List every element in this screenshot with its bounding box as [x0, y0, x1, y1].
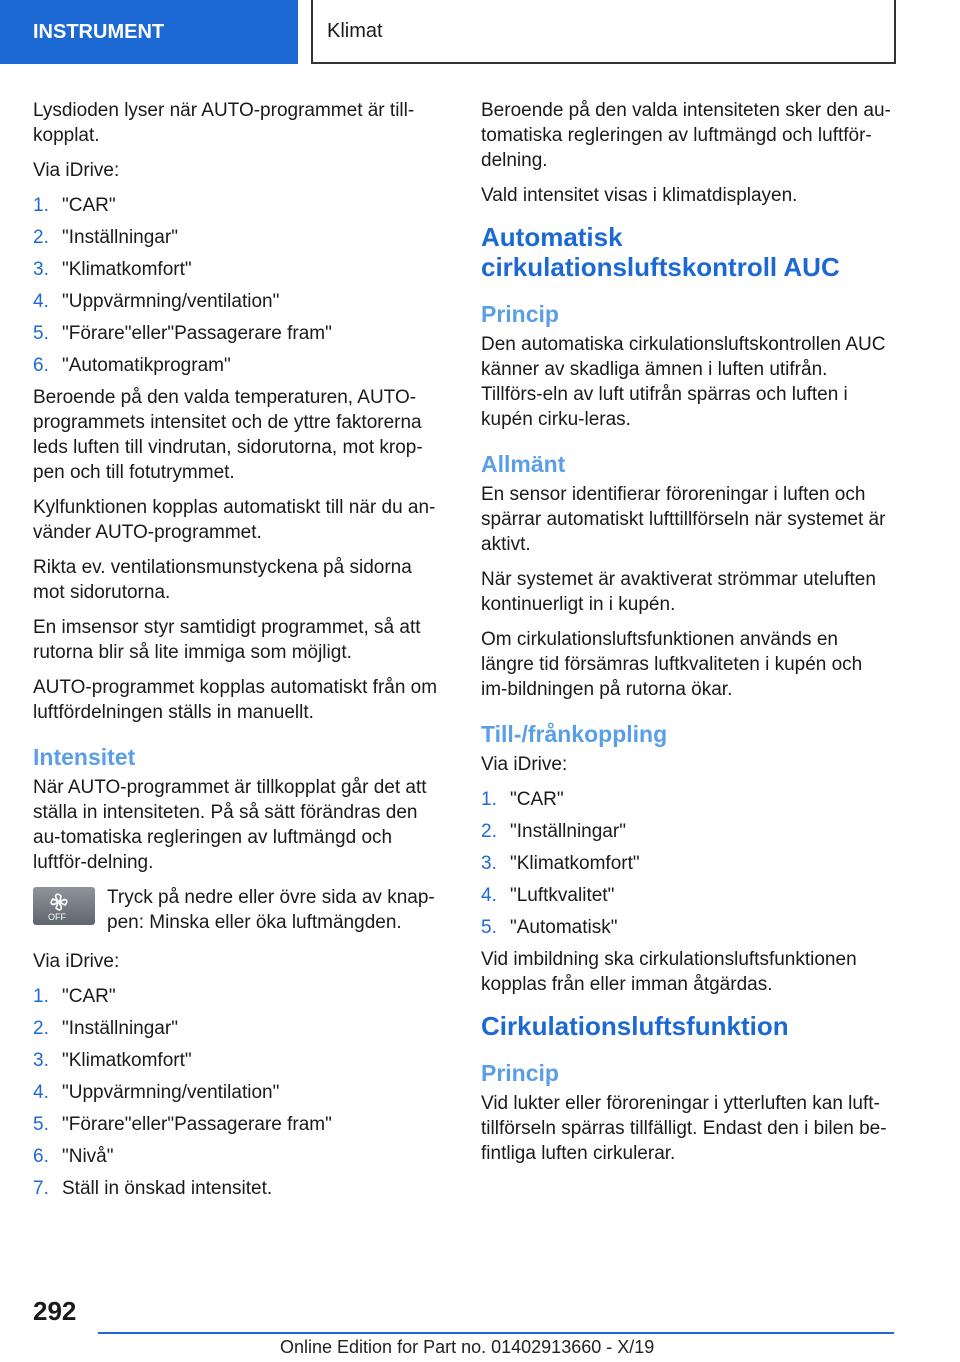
paragraph: Lysdioden lyser när AUTO-programmet är till‐kopplat.: [33, 100, 415, 146]
step-text: "Uppvärmning/ventilation": [62, 1082, 280, 1103]
paragraph: En sensor identifierar föroreningar i luften och spärrar automatiskt lufttillförseln när systemet är aktivt.: [481, 484, 886, 555]
step-number: 1.: [33, 986, 49, 1007]
paragraph: Beroende på den valda intensiteten sker den au‐tomatiska regleringen av luftmängd och luftför‐delning.: [481, 100, 891, 171]
step-number: 4.: [33, 291, 49, 312]
paragraph: Vid imbildning ska cirkulationsluftsfunktionen kopplas från eller imman åtgärdas.: [481, 949, 857, 995]
paragraph: Vid lukter eller föroreningar i ytterluften kan luft‐tillförseln spärras tillfälligt. Endast den i bilen be‐fintliga luften cirkulerar.: [481, 1093, 887, 1164]
step-number: 5.: [33, 323, 49, 344]
right-column: [481, 98, 893, 1176]
step-number: 5.: [33, 1114, 49, 1135]
step-item: [33, 1112, 445, 1137]
heading-princip: Princip: [481, 1060, 559, 1086]
step-item: [33, 1144, 445, 1169]
paragraph: AUTO-programmet kopplas automatiskt från om luftfördelningen ställs in manuellt.: [33, 677, 438, 723]
step-text: "CAR": [510, 789, 564, 810]
step-item: [33, 193, 445, 218]
edition-text: Online Edition for Part no. 01402913660 - X/19: [280, 1337, 655, 1357]
step-item: [481, 915, 893, 940]
steps-list: [33, 984, 445, 1201]
paragraph: När systemet är avaktiverat strömmar uteluften kontinuerligt in i kupén.: [481, 569, 876, 615]
step-text: "CAR": [62, 195, 116, 216]
step-number: 4.: [481, 885, 497, 906]
step-text: "Klimatkomfort": [510, 853, 640, 874]
page-number: 292: [33, 1296, 77, 1326]
steps-list: [481, 787, 893, 940]
step-text: "Inställningar": [62, 1018, 178, 1039]
page-title: Klimat: [311, 0, 896, 64]
step-number: 4.: [33, 1082, 49, 1103]
step-text: "Inställningar": [62, 227, 178, 248]
step-item: [33, 225, 445, 250]
step-item: [481, 819, 893, 844]
step-text: "Förare"eller"Passagerare fram": [62, 1114, 332, 1135]
steps-list: [33, 193, 445, 378]
step-item: [33, 257, 445, 282]
step-number: 2.: [481, 821, 497, 842]
heading-till-franc: Till-/frånkoppling: [481, 721, 668, 747]
step-number: 6.: [33, 1146, 49, 1167]
heading-allmant: Allmänt: [481, 451, 566, 477]
step-text: "Klimatkomfort": [62, 1050, 192, 1071]
fan-icon: [35, 889, 93, 923]
paragraph: Via iDrive:: [33, 951, 120, 972]
step-item: [33, 984, 445, 1009]
paragraph: Tryck på nedre eller övre sida av knap‐pen: Minska eller öka luftmängden.: [107, 887, 435, 933]
step-item: [33, 1176, 445, 1201]
fan-off-button-icon: [33, 887, 95, 925]
step-text: "Uppvärmning/ventilation": [62, 291, 280, 312]
paragraph: Via iDrive:: [33, 160, 120, 181]
paragraph: Beroende på den valda temperaturen, AUTO-programmets intensitet och de yttre faktorerna leds luften till vindrutan, sidorutorna, mot krop‐pen och till fotutrymmet.: [33, 387, 423, 483]
footer-divider: [98, 1332, 894, 1334]
step-item: [481, 787, 893, 812]
step-text: "Luftkvalitet": [510, 885, 615, 906]
step-item: [33, 321, 445, 346]
heading-intensitet: Intensitet: [33, 744, 136, 770]
step-item: [33, 353, 445, 378]
heading-cirkulation: Cirkulationsluftsfunktion: [481, 1011, 789, 1041]
step-item: [33, 1048, 445, 1073]
svg-text:OFF: OFF: [48, 912, 66, 922]
step-number: 6.: [33, 355, 49, 376]
paragraph: Kylfunktionen kopplas automatiskt till när du an‐vänder AUTO-programmet.: [33, 497, 436, 543]
step-number: 7.: [33, 1178, 49, 1199]
step-text: "Automatikprogram": [62, 355, 231, 376]
step-text: "Automatisk": [510, 917, 618, 938]
step-text: "CAR": [62, 986, 116, 1007]
paragraph: Via iDrive:: [481, 754, 568, 775]
step-number: 5.: [481, 917, 497, 938]
paragraph: Vald intensitet visas i klimatdisplayen.: [481, 185, 798, 206]
paragraph: Rikta ev. ventilationsmunstyckena på sidorna mot sidorutorna.: [33, 557, 412, 603]
step-text: "Förare"eller"Passagerare fram": [62, 323, 332, 344]
step-item: [481, 851, 893, 876]
section-tab: INSTRUMENT: [0, 0, 298, 64]
step-text: "Klimatkomfort": [62, 259, 192, 280]
step-text: "Nivå": [62, 1146, 114, 1167]
step-item: [33, 1016, 445, 1041]
left-column: [33, 98, 445, 1208]
step-number: 2.: [33, 227, 49, 248]
step-item: [33, 289, 445, 314]
step-item: [33, 1080, 445, 1105]
paragraph: En imsensor styr samtidigt programmet, så att rutorna blir så lite immiga som möjligt.: [33, 617, 421, 663]
paragraph: Den automatiska cirkulationsluftskontrollen AUC känner av skadliga ämnen i luften utifrån. Tillförs‐eln av luft utifrån spärras och luften i kupén cirku‐leras.: [481, 334, 886, 430]
step-number: 1.: [33, 195, 49, 216]
step-text: Ställ in önskad intensitet.: [62, 1178, 273, 1199]
step-text: "Inställningar": [510, 821, 626, 842]
heading-auc: Automatisk cirkulationsluftskontroll AUC: [481, 222, 840, 282]
step-number: 3.: [33, 1050, 49, 1071]
step-number: 1.: [481, 789, 497, 810]
paragraph: Om cirkulationsluftsfunktionen används en längre tid försämras luftkvaliteten i kupén och im‐bildningen på rutorna ökar.: [481, 629, 863, 700]
heading-princip: Princip: [481, 301, 559, 327]
step-number: 3.: [481, 853, 497, 874]
step-number: 3.: [33, 259, 49, 280]
fan-button-row: [33, 885, 445, 935]
step-number: 2.: [33, 1018, 49, 1039]
paragraph: När AUTO-programmet är tillkopplat går det att ställa in intensiteten. På så sätt förändras den au‐tomatiska regleringen av luftmängd och luftför‐delning.: [33, 777, 427, 873]
step-item: [481, 883, 893, 908]
